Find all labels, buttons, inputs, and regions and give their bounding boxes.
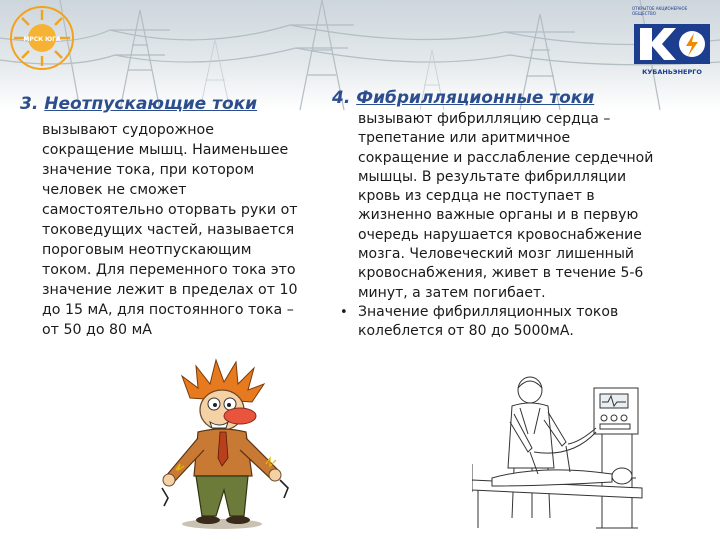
electrocuted-man-illustration: [160, 358, 290, 530]
electrocuted-man-icon: [160, 358, 290, 530]
left-section-heading: [20, 94, 257, 114]
text-line: жизненно важные органы и в первую: [358, 207, 639, 224]
defibrillation-illustration: [472, 368, 650, 538]
text-line: током. Для переменного тока это: [42, 262, 296, 278]
text-line: минут, а затем погибает.: [358, 284, 546, 301]
text-line: колеблется от 80 до 5000мА.: [358, 323, 574, 340]
text-line: вызывают фибрилляцию сердца –: [358, 111, 611, 127]
logo-right-name: КУБАНЬЭНЕРГО: [642, 68, 702, 76]
company-logo-right: [630, 6, 714, 76]
kubanenergo-logo-icon: [630, 6, 714, 76]
right-section-heading: [332, 88, 594, 108]
text-line: кровоснабжения, живет в течение 5-6: [358, 265, 644, 282]
doctor-defibrillator-icon: [472, 368, 650, 538]
text-line: до 15 мА, для постоянного тока –: [42, 302, 294, 318]
logo-left-text: МРСК ЮГА: [23, 36, 61, 43]
left-section-number: 3.: [20, 94, 39, 114]
text-line: значение лежит в пределах от 10: [42, 282, 298, 298]
right-section-text: [358, 110, 653, 342]
text-line: мозга. Человеческий мозг лишенный: [358, 246, 634, 263]
text-line: сокращение мышц. Наименьшее: [42, 142, 289, 158]
right-section-title: Фибрилляционные токи: [356, 88, 595, 108]
text-line: от 50 до 80 мА: [42, 322, 152, 338]
text-line: пороговым неотпускающим: [42, 242, 252, 258]
text-line: трепетание или аритмичное: [358, 130, 571, 147]
text-line: самостоятельно оторвать руки от: [42, 202, 298, 218]
sun-logo-icon: [8, 4, 76, 72]
list-bullet: •: [340, 305, 348, 320]
right-section-number: 4.: [332, 88, 351, 108]
left-section-title: Неотпускающие токи: [44, 94, 258, 114]
text-line: вызывают судорожное: [42, 122, 214, 138]
text-line: значение тока, при котором: [42, 162, 255, 178]
company-logo-left: [8, 4, 76, 72]
text-line: токоведущих частей, называется: [42, 222, 295, 238]
text-line: мышцы. В результате фибрилляции: [358, 168, 627, 185]
left-section-text: [42, 120, 298, 340]
text-line: человек не сможет: [42, 182, 187, 198]
text-line: Значение фибрилляционных токов: [358, 303, 619, 320]
text-line: очередь нарушается кровоснабжение: [358, 226, 642, 243]
text-line: кровь из сердца не поступает в: [358, 188, 595, 205]
text-line: сокращение и расслабление сердечной: [358, 149, 654, 166]
logo-right-caption: ОТКРЫТОЕ АКЦИОНЕРНОЕ ОБЩЕСТВО: [632, 6, 688, 16]
